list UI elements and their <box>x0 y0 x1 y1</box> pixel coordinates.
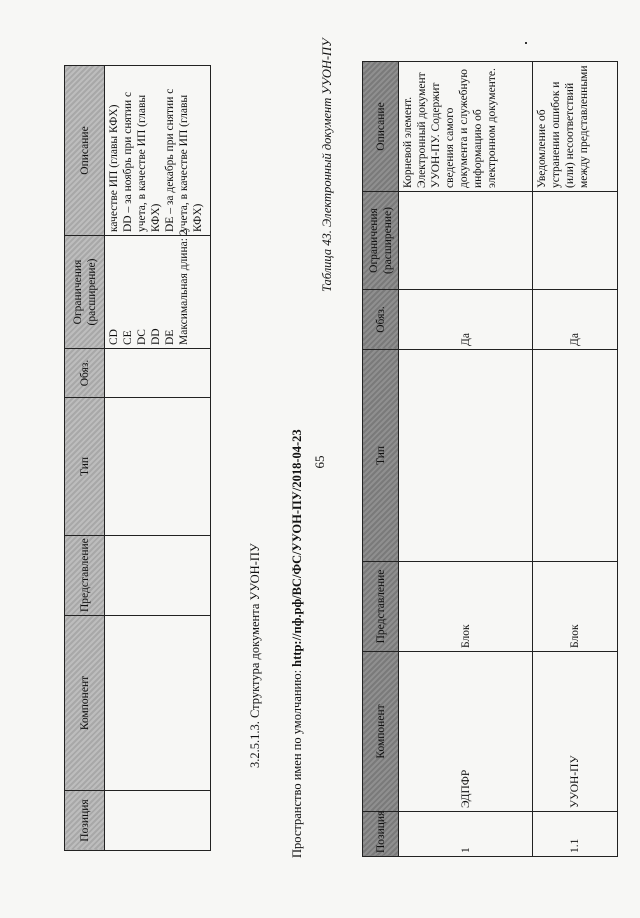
cell-limits <box>533 192 618 290</box>
cell-description: Уведомление об устранении ошибок и (или) несоответствий между представленными <box>533 62 618 192</box>
namespace-label: Пространство имен по умолчанию: <box>290 666 304 858</box>
cell-required <box>105 349 211 398</box>
col-header-component: Компонент <box>65 616 105 791</box>
caption-rotator <box>320 32 338 292</box>
col-header-required: Обяз. <box>65 349 105 398</box>
bottom-table <box>362 61 618 857</box>
cell-type <box>105 398 211 536</box>
cell-required: Да <box>399 290 533 350</box>
cell-component <box>105 616 211 791</box>
cell-position <box>105 791 211 851</box>
limit-value: CD <box>108 329 120 345</box>
col-header-position: Позиция <box>363 812 399 857</box>
col-header-description: Описание <box>65 66 105 236</box>
limit-value: CE <box>122 330 134 345</box>
cell-representation: Блок <box>399 562 533 652</box>
cell-component: УУОН-ПУ <box>533 652 618 812</box>
table-row <box>533 62 618 857</box>
col-header-description: Описание <box>363 62 399 192</box>
desc-line: качестве ИП (главы КФХ) <box>108 104 120 232</box>
table-row <box>399 62 533 857</box>
cell-type <box>399 350 533 562</box>
cell-required: Да <box>533 290 618 350</box>
scan-speck <box>525 42 527 44</box>
col-header-component: Компонент <box>363 652 399 812</box>
col-header-representation: Представление <box>363 562 399 652</box>
limit-value: Максимальная длина: 2 <box>178 229 190 345</box>
table-row <box>105 66 211 851</box>
col-header-limits: Ограничения (расширение) <box>65 236 105 349</box>
cell-position: 1 <box>399 812 533 857</box>
limit-value: DE <box>164 329 176 345</box>
table-caption: Таблица 43. Электронный документ УУОН-ПУ <box>320 38 334 292</box>
namespace-rotator <box>290 318 310 858</box>
col-header-required: Обяз. <box>363 290 399 350</box>
top-table-rotator <box>64 66 211 851</box>
cell-representation <box>105 536 211 616</box>
col-header-limits: Ограничения (расширение) <box>363 192 399 290</box>
desc-line: DE – за декабрь при снятии с учета, в качестве ИП (главы КФХ) <box>164 88 204 232</box>
bottom-table-header-row <box>363 62 399 857</box>
top-table-header-row <box>65 66 105 851</box>
desc-line: DD – за ноябрь при снятии с учета, в качестве ИП (главы КФХ) <box>122 91 162 232</box>
cell-limits <box>399 192 533 290</box>
section-heading-rotator <box>248 448 266 768</box>
namespace-link[interactable]: http://пф.рф/ВС/ФС/УУОН-ПУ/2018-04-23 <box>290 429 304 667</box>
namespace-line <box>290 318 305 858</box>
section-heading: 3.2.5.1.3. Структура документа УУОН-ПУ <box>248 543 262 768</box>
cell-limits <box>105 229 211 349</box>
cell-description: Корневой элемент. Электронный документ УУОН-ПУ. Содержит сведения самого документа и служебную информацию об электронном документе. <box>399 62 533 192</box>
cell-representation: Блок <box>533 562 618 652</box>
page-number: 65 <box>312 455 327 469</box>
cell-component: ЭДПФР <box>399 652 533 812</box>
limit-value: DC <box>136 329 148 345</box>
col-header-type: Тип <box>363 350 399 562</box>
col-header-type: Тип <box>65 398 105 536</box>
col-header-position: Позиция <box>65 791 105 851</box>
col-header-representation: Представление <box>65 536 105 616</box>
bottom-table-rotator <box>362 62 618 857</box>
top-table <box>64 65 211 851</box>
cell-position: 1.1 <box>533 812 618 857</box>
cell-type <box>533 350 618 562</box>
cell-description <box>105 66 211 236</box>
limit-value: DD <box>150 328 162 345</box>
